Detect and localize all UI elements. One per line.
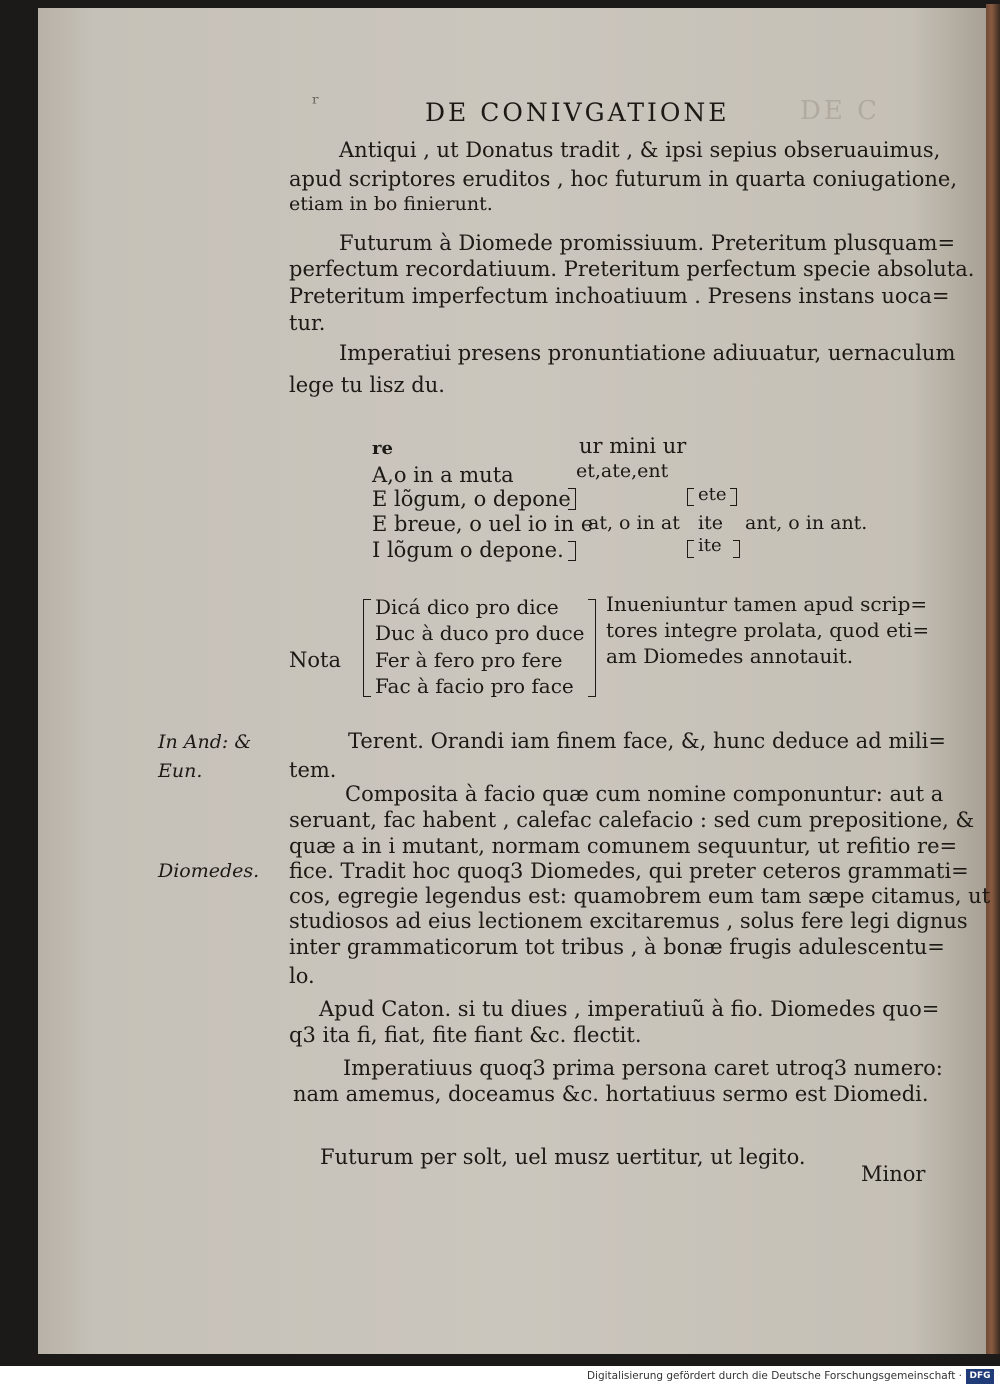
corner-mark: ʳ — [312, 92, 320, 117]
nota-item: Duc à duco pro duce — [375, 621, 585, 645]
table-cell: E breue, o uel io in e — [372, 512, 594, 536]
table-cell: I lõgum o depone. — [372, 538, 564, 562]
text-line: inter grammaticorum tot tribus , à bonæ frugis adulescentu= — [289, 935, 945, 959]
bracket — [363, 599, 371, 697]
nota-comment: am Diomedes annotauit. — [606, 644, 854, 668]
text-line: studiosos ad eius lectionem excitaremus , solus fere legi dignus — [289, 909, 968, 933]
nota-item: Fer à fero pro fere — [375, 648, 563, 672]
text-line: lo. — [289, 964, 315, 988]
text-line: seruant, fac habent , calefac calefacio : sed cum prepositione, & — [289, 808, 975, 832]
bracket — [588, 599, 596, 697]
table-cell: re — [372, 438, 393, 459]
text-line: nam amemus, doceamus &c. hortatiuus sermo est Diomedi. — [293, 1082, 929, 1106]
text-line: tem. — [289, 758, 337, 782]
text-line: Composita à facio quæ cum nomine componuntur: aut a — [345, 782, 944, 806]
bracket — [730, 488, 737, 506]
margin-note: In And: & — [158, 731, 252, 753]
nota-label: Nota — [289, 648, 341, 672]
text-line: perfectum recordatiuum. Preteritum perfectum specie absoluta. — [289, 257, 975, 281]
bleed-through-text: DE C — [800, 96, 880, 126]
bracket — [568, 541, 576, 561]
table-cell: E lõgum, o depone — [372, 487, 571, 511]
text-line: q3 ita fi, fiat, fite fiant &c. flectit. — [289, 1023, 642, 1047]
text-line: tur. — [289, 311, 326, 335]
nota-comment: Inueniuntur tamen apud scrip= — [606, 592, 928, 616]
bracket — [687, 540, 694, 558]
table-cell: ant, o in ant. — [745, 512, 868, 534]
margin-note: Diomedes. — [158, 860, 260, 882]
text-line: lege tu lisz du. — [289, 373, 445, 397]
book-edge — [986, 4, 1000, 1354]
footer-bar — [0, 1366, 1000, 1389]
text-line: Preteritum imperfectum inchoatiuum . Presens instans uoca= — [289, 284, 950, 308]
text-line: cos, egregie legendus est: quamobrem eum tam sæpe citamus, ut — [289, 884, 991, 908]
bracket — [687, 488, 694, 506]
nota-item: Fac à facio pro face — [375, 674, 574, 698]
text-line: Antiqui , ut Donatus tradit , & ipsi sepius obseruauimus, — [339, 138, 941, 162]
margin-note: Eun. — [158, 760, 203, 782]
table-cell: ite — [698, 512, 723, 534]
nota-comment: tores integre prolata, quod eti= — [606, 618, 930, 642]
digitization-credit: Digitalisierung gefördert durch die Deutsche Forschungsgemeinschaft · — [586, 1370, 962, 1382]
table-cell: at, o in at — [588, 512, 680, 534]
table-cell: A,o in a muta — [372, 463, 514, 487]
text-line: Imperatiui presens pronuntiatione adiuuatur, uernaculum — [339, 341, 956, 365]
catchword: Minor — [861, 1162, 926, 1186]
text-line: apud scriptores eruditos , hoc futurum in quarta coniugatione, — [289, 167, 958, 191]
page-header: DE CONIVGATIONE — [425, 98, 730, 127]
text-line: quæ a in i mutant, normam comunem sequuntur, ut refitio re= — [289, 834, 958, 858]
bracket — [733, 540, 740, 558]
text-line: Futurum per solt, uel musz uertitur, ut legito. — [320, 1145, 806, 1169]
bracket — [568, 488, 576, 510]
text-line: Terent. Orandi iam finem face, &, hunc deduce ad mili= — [348, 729, 946, 753]
table-cell: ete — [698, 484, 727, 505]
text-line: fice. Tradit hoc quoq3 Diomedes, qui preter ceteros grammati= — [289, 859, 969, 883]
nota-item: Dicá dico pro dice — [375, 595, 559, 619]
text-line: Futurum à Diomede promissiuum. Preteritum plusquam= — [339, 231, 956, 255]
dfg-logo-icon: DFG — [966, 1369, 994, 1384]
text-line: Apud Caton. si tu diues , imperatiuũ à fio. Diomedes quo= — [319, 997, 940, 1021]
table-cell: ite — [698, 535, 722, 556]
text-line: Imperatiuus quoq3 prima persona caret utroq3 numero: — [343, 1056, 943, 1080]
text-line: etiam in bo finierunt. — [289, 193, 493, 215]
table-cell: ur mini ur — [579, 434, 687, 458]
table-cell: et,ate,ent — [576, 460, 669, 482]
